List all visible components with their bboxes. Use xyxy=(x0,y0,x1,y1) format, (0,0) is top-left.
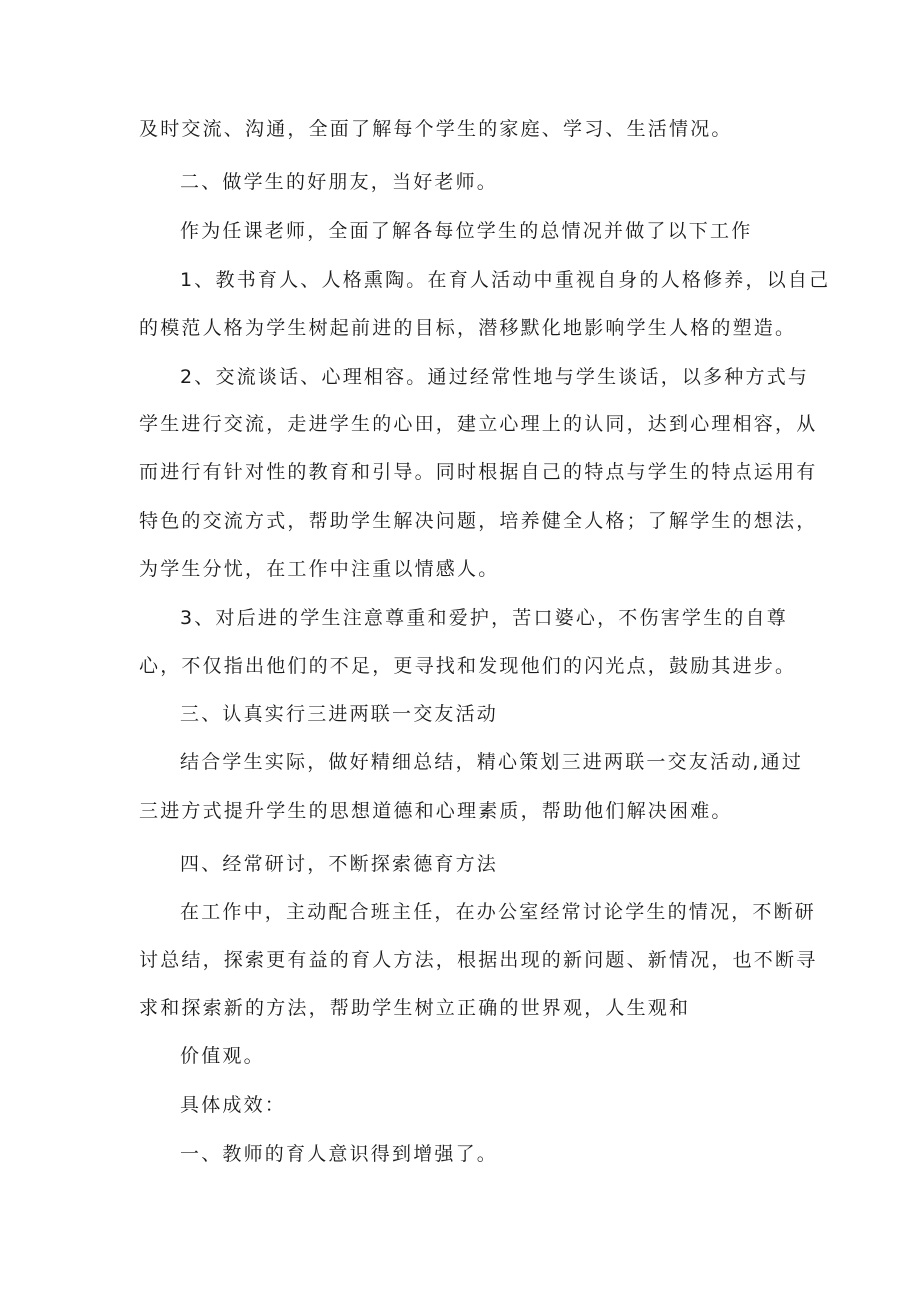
section-heading: 具体成效： xyxy=(180,1094,287,1116)
body-text-line: 的模范人格为学生树起前进的目标，潜移默化地影响学生人格的塑造。 xyxy=(139,317,797,339)
body-text-line: 心，不仅指出他们的不足，更寻找和发现他们的闪光点，鼓励其进步。 xyxy=(139,655,797,677)
body-text-line: 及时交流、沟通，全面了解每个学生的家庭、学习、生活情况。 xyxy=(139,118,733,140)
body-text-line: 作为任课老师，全面了解各每位学生的总情况并做了以下工作 xyxy=(180,220,753,242)
body-text-line: 求和探索新的方法，帮助学生树立正确的世界观，人生观和 xyxy=(139,997,691,1019)
list-item-line: 3、对后进的学生注意尊重和爱护，苦口婆心，不伤害学生的自尊 xyxy=(180,607,788,629)
section-heading: 二、做学生的好朋友，当好老师。 xyxy=(180,171,499,193)
list-item-line: 2、交流谈话、心理相容。通过经常性地与学生谈话，以多种方式与 xyxy=(180,366,810,388)
body-text-line: 讨总结，探索更有益的育人方法，根据出现的新问题、新情况，也不断寻 xyxy=(139,949,818,971)
body-text-line: 在工作中，主动配合班主任，在办公室经常讨论学生的情况，不断研 xyxy=(180,901,817,923)
body-text-line: 为学生分忧，在工作中注重以情感人。 xyxy=(139,558,500,580)
body-text-line: 而进行有针对性的教育和引导。同时根据自己的特点与学生的特点运用有 xyxy=(139,461,818,483)
list-item-line: 1、教书育人、人格熏陶。在育人活动中重视自身的人格修养，以自己 xyxy=(180,269,831,291)
body-text-line: 价值观。 xyxy=(180,1045,265,1067)
body-text-line: 结合学生实际，做好精细总结，精心策划三进两联一交友活动,通过 xyxy=(180,751,804,773)
body-text-line: 特色的交流方式，帮助学生解决问题，培养健全人格；了解学生的想法， xyxy=(139,510,818,532)
section-heading: 四、经常研讨，不断探索德育方法 xyxy=(180,853,499,875)
section-heading: 三、认真实行三进两联一交友活动 xyxy=(180,703,499,725)
body-text-line: 三进方式提升学生的思想道德和心理素质，帮助他们解决困难。 xyxy=(139,800,733,822)
body-text-line: 学生进行交流，走进学生的心田，建立心理上的认同，达到心理相容，从 xyxy=(139,413,818,435)
section-heading: 一、教师的育人意识得到增强了。 xyxy=(180,1143,499,1165)
